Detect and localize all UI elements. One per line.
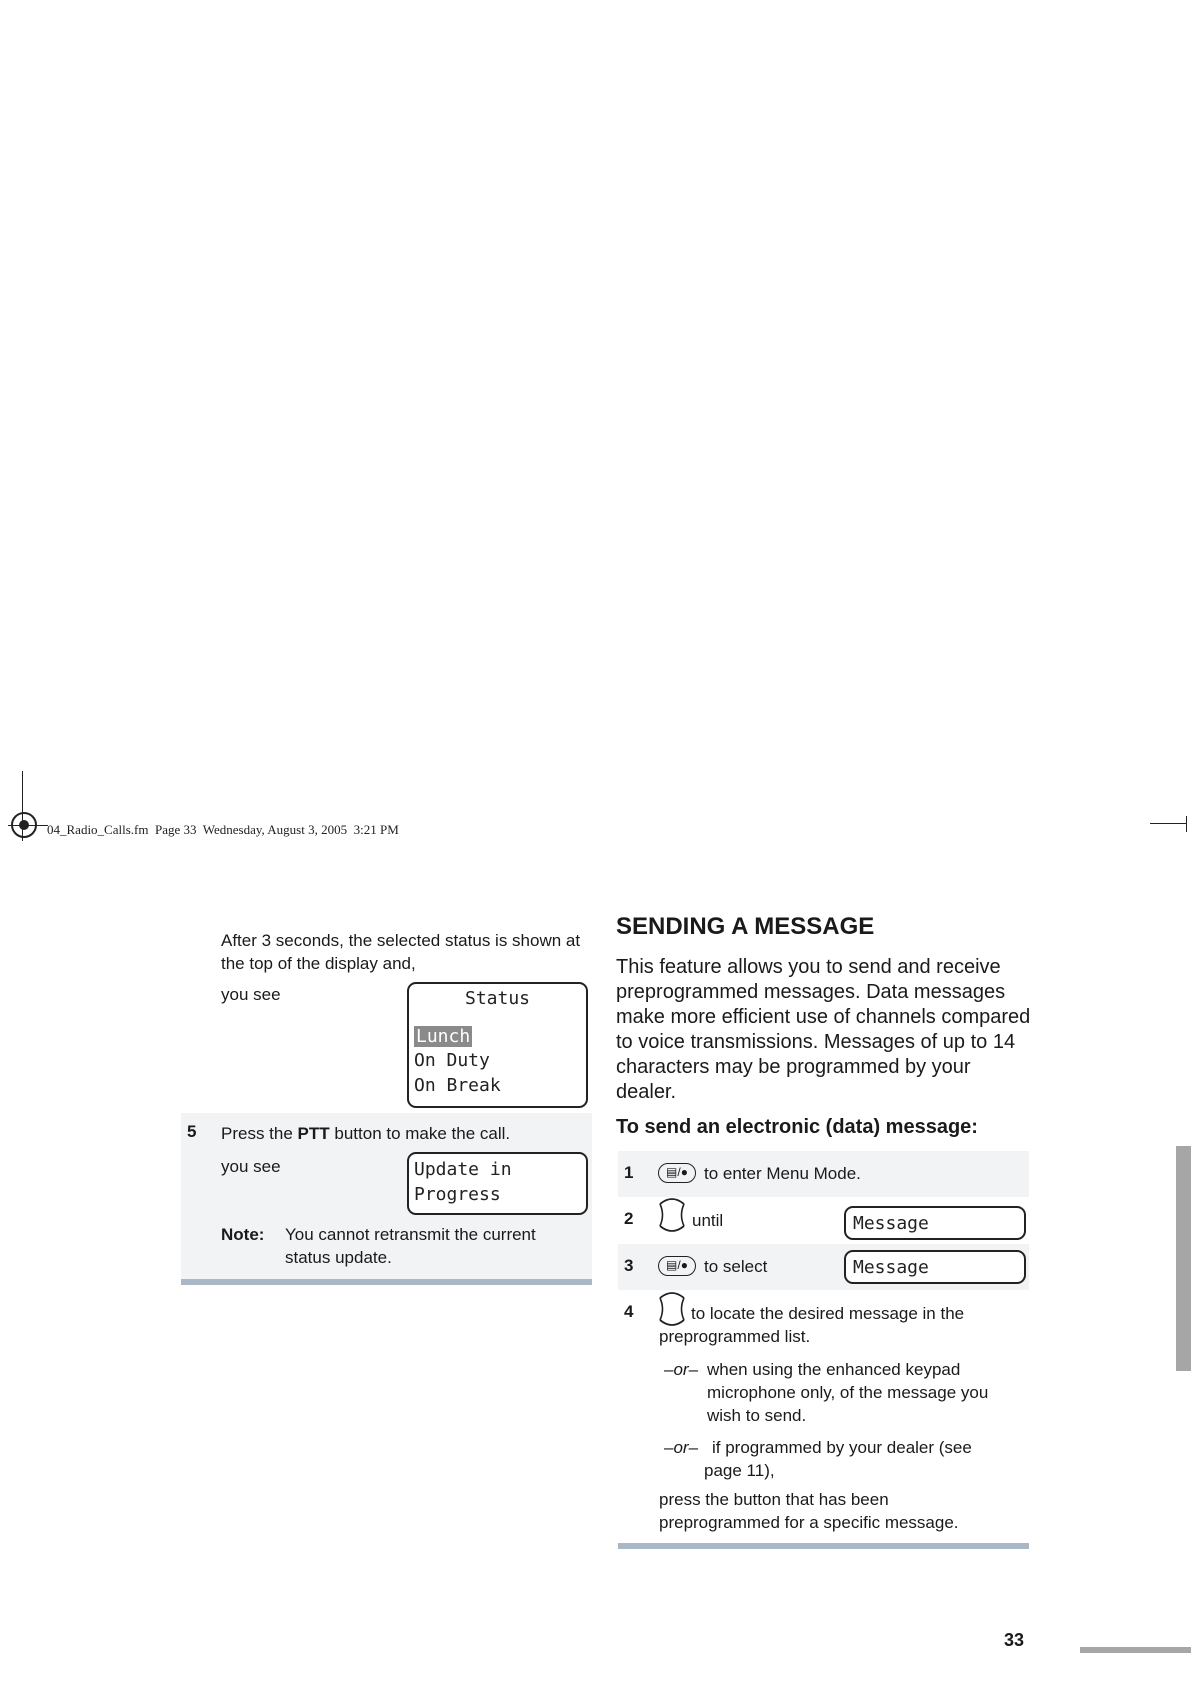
display-update bbox=[407, 1152, 588, 1215]
display-status bbox=[407, 982, 588, 1108]
display-title: Status bbox=[465, 988, 531, 1009]
file-info-header: 04_Radio_Calls.fm Page 33 Wednesday, August 3, 2005 3:21 PM bbox=[47, 822, 399, 837]
subheading: To send an electronic (data) message: bbox=[616, 1116, 978, 1138]
after-text: After 3 seconds, the selected status is shown at the top of the display and, bbox=[221, 931, 581, 973]
or-label-2: –or– bbox=[664, 1438, 699, 1457]
up-down-nav-icon bbox=[656, 1196, 688, 1234]
step-2-text: until bbox=[692, 1211, 724, 1230]
step-3-text: to select bbox=[704, 1257, 768, 1276]
right-section-rule bbox=[618, 1543, 1029, 1549]
note-text: You cannot retransmit the current status update. bbox=[285, 1225, 536, 1267]
menu-select-icon: ▤/● bbox=[658, 1163, 696, 1183]
step-5-number: 5 bbox=[187, 1122, 197, 1141]
display-line-2: On Duty bbox=[414, 1050, 490, 1071]
crop-mark-right bbox=[1150, 823, 1186, 824]
you-see-label-2: you see bbox=[221, 1157, 281, 1176]
display-update-line-1: Update in bbox=[414, 1159, 512, 1180]
display-update-line-2: Progress bbox=[414, 1184, 501, 1205]
step-2-number: 2 bbox=[624, 1209, 634, 1228]
section-heading: SENDING A MESSAGE bbox=[616, 913, 875, 940]
display-message-2: Message bbox=[844, 1250, 1026, 1284]
you-see-label-1: you see bbox=[221, 985, 281, 1004]
display-message-1: Message bbox=[844, 1206, 1026, 1240]
registration-crosshair-icon bbox=[11, 812, 37, 838]
display-highlighted-item: Lunch bbox=[416, 1026, 471, 1047]
or-2-text-a: if programmed by your dealer (see bbox=[712, 1438, 972, 1457]
ptt-label: PTT bbox=[297, 1124, 330, 1143]
press-text: press the button that has been preprogrammed for a specific message. bbox=[659, 1490, 959, 1532]
step-1-text: to enter Menu Mode. bbox=[704, 1164, 861, 1183]
step-3-number: 3 bbox=[624, 1256, 634, 1275]
step-1-number: 1 bbox=[624, 1163, 634, 1182]
step-4-text: to locate the desired message in the preprogrammed list. bbox=[659, 1304, 965, 1346]
step-5-text: Press the PTT button to make the call. bbox=[221, 1124, 511, 1143]
or-label-1: –or– bbox=[664, 1360, 699, 1379]
display-line-3: On Break bbox=[414, 1075, 501, 1096]
footer-rule bbox=[1080, 1647, 1191, 1653]
note-label: Note: bbox=[221, 1225, 265, 1244]
page-number: 33 bbox=[1004, 1630, 1025, 1650]
menu-select-icon: ▤/● bbox=[658, 1256, 696, 1276]
crop-mark-right-tick bbox=[1186, 816, 1187, 832]
or-2-text-b: page 11), bbox=[704, 1461, 775, 1480]
intro-text: This feature allows you to send and receive preprogrammed messages. Data messages make more efficient use of channels compared to voice transmissions. Messages of up to 14 characters may be programmed by your dealer. bbox=[616, 956, 1031, 1103]
step-4-number: 4 bbox=[624, 1302, 634, 1321]
or-1-text: when using the enhanced keypad microphone only, of the message you wish to send. bbox=[707, 1360, 989, 1425]
left-section-rule bbox=[181, 1279, 592, 1285]
side-thumb-tab bbox=[1176, 1146, 1191, 1371]
